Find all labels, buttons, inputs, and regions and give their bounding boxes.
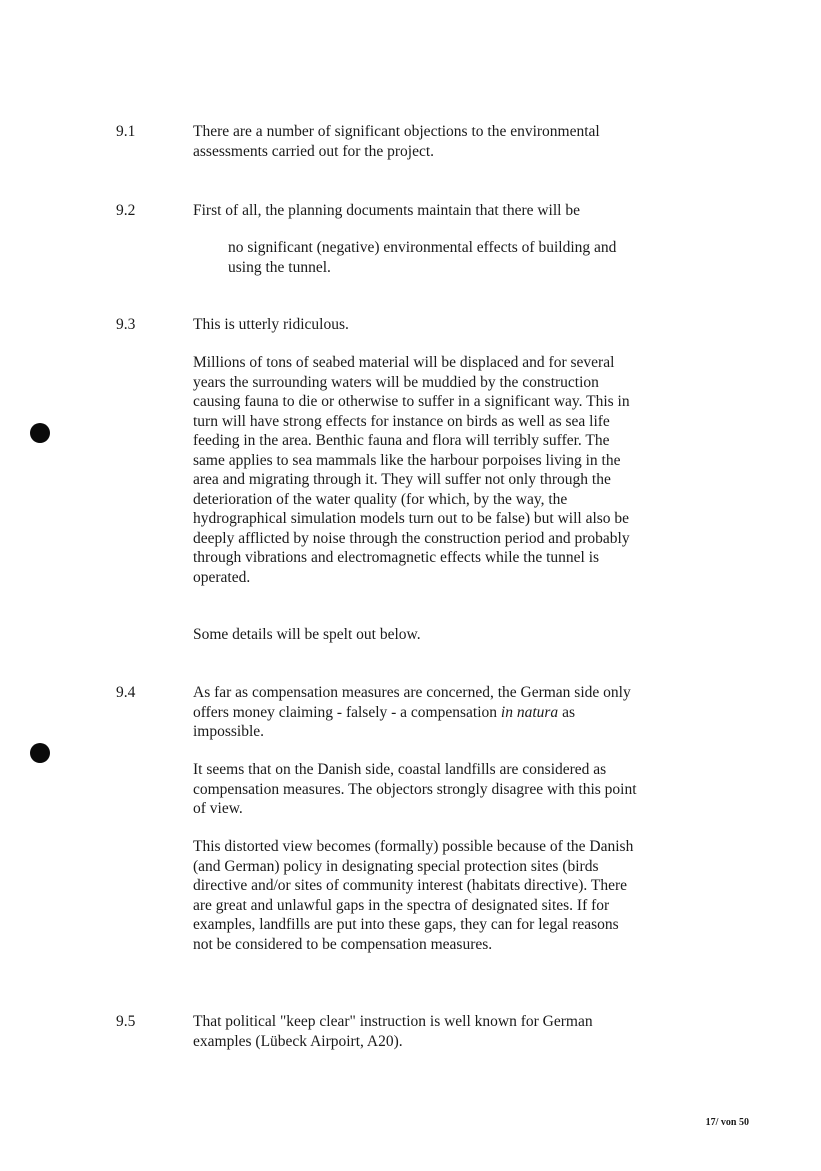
paragraph-9-4-body-2: This distorted view becomes (formally) possible because of the Danish (and German) policy in designating special protection sites (birds directive and/or sites of community interest (habitats directive). There are great and unlawful gaps in the spectra of designated sites. If for examples, landfills are put into these gaps, they can for legal reasons not be considered to be compensation measures.: [193, 838, 634, 953]
paragraph-9-1-text: There are a number of significant objections to the environmental assessments carried out for the project.: [193, 123, 600, 160]
paragraph-9-3-text: This is utterly ridiculous.: [193, 316, 349, 333]
paragraph-9-4-text: [193, 683, 638, 742]
paragraph-number-9-1: 9.1: [116, 123, 136, 140]
page-number: 17/ von 50: [705, 1117, 749, 1128]
paragraph-9-2-quote: no significant (negative) environmental effects of building and using the tunnel.: [228, 239, 617, 276]
paragraph-9-3-body: Millions of tons of seabed material will be displaced and for several years the surrounding waters will be muddied by the construction causing fauna to die or otherwise to suffer in a significant way. This in turn will have strong effects for instance on birds as well as sea life feeding in the area. Benthic fauna and flora will terribly suffer. The same applies to sea mammals like the harbour porpoises living in the area and migrating through it. They will suffer not only through the deterioration of the water quality (for which, by the way, the hydrographical simulation models turn out to be false) but will also be deeply afflicted by noise through the construction period and probably through vibrations and electromagnetic effects while the tunnel is operated.: [193, 354, 630, 586]
paragraph-9-4-text-after: as impossible.: [193, 703, 575, 740]
paragraph-number-9-4: 9.4: [116, 684, 136, 701]
paragraph-number-9-2: 9.2: [116, 202, 136, 219]
paragraph-9-2-text: First of all, the planning documents maintain that there will be: [193, 202, 580, 219]
paragraph-9-3-note: Some details will be spelt out below.: [193, 626, 421, 643]
paragraph-number-9-5: 9.5: [116, 1013, 136, 1030]
paragraph-9-4-text-before: As far as compensation measures are concerned, the German side only offers money claiming - falsely - a compensation: [193, 684, 631, 721]
paragraph-9-4-body-1: It seems that on the Danish side, coastal landfills are considered as compensation measures. The objectors strongly disagree with this point of view.: [193, 761, 637, 817]
paragraph-number-9-3: 9.3: [116, 316, 136, 333]
paragraph-9-4-text-italic: in natura: [500, 703, 559, 721]
punch-hole-top: [30, 423, 50, 443]
paragraph-9-5-text: That political "keep clear" instruction is well known for German examples (Lübeck Airpoirt, A20).: [193, 1013, 593, 1050]
punch-hole-bottom: [30, 743, 50, 763]
